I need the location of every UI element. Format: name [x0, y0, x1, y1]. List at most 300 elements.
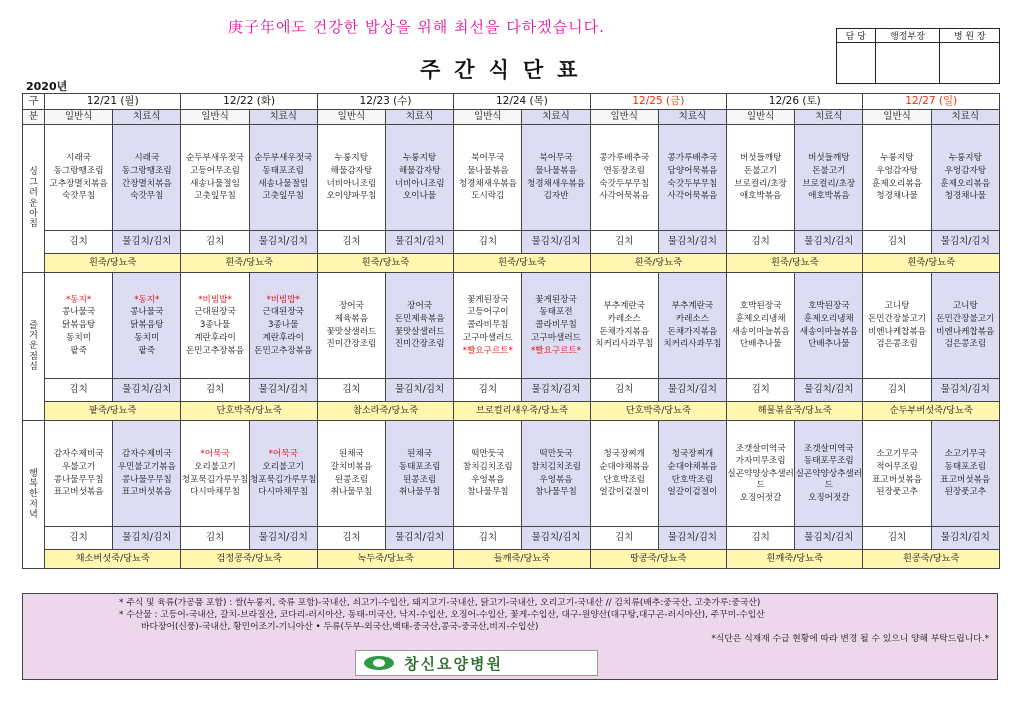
dish-item: 고춧잎무침: [262, 191, 304, 202]
dish-item: 애호박볶음: [739, 191, 782, 202]
dish-item: 된채국: [407, 449, 433, 460]
dish-item: 북어무국: [471, 153, 505, 164]
dish-item: 누룽지탕: [334, 153, 369, 164]
approval-label: 담 당: [837, 29, 876, 43]
diet-type-general: 일반식: [454, 110, 522, 125]
dish-item: 우엉감자탕: [876, 165, 918, 176]
dish-item: 고춧잎무침: [194, 191, 236, 202]
dish-item: *빨요구르트*: [462, 345, 513, 356]
dish-item: 순대야채볶음: [599, 461, 650, 472]
kimchi-general: 김치: [181, 231, 249, 254]
dish-list: [658, 273, 726, 379]
diet-type-general: 일반식: [863, 110, 931, 125]
dish-item: 꽃맛살샐러드: [326, 326, 377, 337]
day-date: 12/23 (수): [317, 94, 453, 110]
dish-item: 단호박조림: [603, 474, 645, 485]
dish-item: 3종나물: [199, 320, 231, 331]
dish-item: 실곤약양상추샐러드: [727, 469, 794, 490]
kimchi-general: 김치: [454, 231, 522, 254]
dish-item: 단호박조림: [671, 474, 714, 485]
meal-label: 싱 그 러 운 아 침: [23, 125, 45, 273]
meal-dishes-row: [23, 273, 1000, 379]
dish-item: *비빔밥*: [198, 294, 232, 305]
dish-item: 훈제오리볶음: [940, 178, 991, 189]
dish-item: 훈제오리냉채: [803, 313, 854, 324]
dish-list: [522, 273, 590, 379]
kimchi-general: 김치: [317, 231, 385, 254]
dish-item: 콩나물국: [61, 307, 96, 318]
porridge-cell: 흰죽/당뇨죽: [181, 254, 317, 273]
dish-list: [386, 421, 454, 527]
year-label: 2020년: [26, 80, 68, 93]
porridge-cell: 검정콩죽/당뇨죽: [181, 550, 317, 569]
dish-item: 콩나물국: [130, 307, 164, 318]
day-date: 12/24 (목): [454, 94, 590, 110]
porridge-cell: 단호박죽/당뇨죽: [181, 402, 317, 421]
dish-item: 북어무국: [539, 153, 573, 164]
porridge-cell: 들깨죽/당뇨죽: [454, 550, 590, 569]
dish-list: [727, 421, 795, 527]
dish-item: 청포묵김가루무침: [250, 474, 317, 485]
dish-item: 감자수제비국: [53, 449, 104, 460]
dish-item: 취나물무침: [330, 487, 373, 498]
approval-box: [836, 28, 1000, 84]
dish-item: 고등어구이: [467, 307, 509, 318]
dish-item: 가자미무조림: [735, 456, 786, 467]
kimchi-general: 김치: [454, 379, 522, 402]
meal-label: 행 복 한 저 녁: [23, 421, 45, 569]
dish-item: 동그랑땡조림: [53, 165, 104, 176]
dish-item: 콜라비무침: [467, 320, 509, 331]
approval-signature-cell: [940, 43, 1000, 84]
dish-item: 된콩조림: [403, 474, 437, 485]
dish-item: *어묵국: [200, 449, 230, 460]
dish-item: 3종나물: [268, 320, 299, 331]
diet-type-general: 일반식: [45, 110, 113, 125]
kimchi-row: [23, 379, 1000, 402]
porridge-row: [23, 254, 1000, 273]
dish-item: 청경채나물: [944, 191, 987, 202]
porridge-cell: 흰죽/당뇨죽: [863, 254, 1000, 273]
porridge-cell: 참소라죽/당뇨죽: [317, 402, 453, 421]
kimchi-therapy: 물김치/김치: [522, 527, 590, 550]
dish-item: 해물감자탕: [398, 165, 441, 176]
dish-list: [454, 125, 522, 231]
dish-item: 꽃게된장국: [535, 294, 577, 305]
dish-item: 계란후라이: [262, 332, 304, 343]
kimchi-therapy: 물김치/김치: [658, 379, 726, 402]
dish-item: 우민불고기볶음: [117, 461, 176, 472]
kimchi-general: 김치: [590, 231, 658, 254]
row-header-label: 분: [23, 110, 45, 125]
dish-list: [658, 421, 726, 527]
dish-item: 된장풋고추: [876, 487, 918, 498]
dish-list: [386, 273, 454, 379]
dish-item: 우엉볶음: [471, 474, 505, 485]
dish-item: 돈민제육볶음: [394, 313, 445, 324]
diet-type-therapy: 치료식: [658, 110, 726, 125]
kimchi-therapy: 물김치/김치: [113, 379, 181, 402]
dish-item: 우엉볶음: [539, 474, 573, 485]
kimchi-general: 김치: [727, 527, 795, 550]
dish-list: [454, 273, 522, 379]
page-title: 주간식단표: [420, 58, 592, 82]
porridge-cell: 해물볶음죽/당뇨죽: [727, 402, 863, 421]
porridge-cell: 흰깨죽/당뇨죽: [727, 550, 863, 569]
dish-item: 새송나물절임: [190, 178, 240, 189]
dish-item: 카레소스: [675, 313, 710, 324]
kimchi-general: 김치: [181, 379, 249, 402]
dish-item: 간장멸치볶음: [121, 178, 172, 189]
dish-item: 얼갈이겉절이: [667, 487, 718, 498]
dish-item: 비엔나케찹볶음: [936, 326, 995, 337]
dish-item: *빨요구르트*: [530, 345, 582, 356]
porridge-row: [23, 402, 1000, 421]
porridge-row: [23, 550, 1000, 569]
hospital-logo-icon: [364, 656, 394, 670]
diet-type-therapy: 치료식: [386, 110, 454, 125]
kimchi-general: 김치: [45, 379, 113, 402]
dish-item: 도시락김: [471, 191, 505, 202]
dish-item: 버섯들깨탕: [808, 153, 850, 164]
dish-item: 김자반: [543, 191, 569, 202]
dish-list: [590, 125, 658, 231]
kimchi-general: 김치: [181, 527, 249, 550]
row-header-label: 구: [23, 94, 45, 110]
dish-item: 취나물무침: [398, 487, 441, 498]
dish-item: 적어무조림: [876, 461, 918, 472]
dish-item: 실곤약양상추샐러드: [795, 469, 863, 490]
dish-item: 꽃맛살샐러드: [394, 326, 445, 337]
dish-list: [249, 273, 317, 379]
dish-item: 우엉감자탕: [944, 165, 987, 176]
dish-item: 돈민고추장볶음: [185, 345, 245, 356]
dish-item: 참나물무침: [535, 487, 577, 498]
dish-item: 참나물무침: [467, 487, 509, 498]
dish-item: 청국장찌개: [603, 449, 645, 460]
porridge-cell: 단호박죽/당뇨죽: [590, 402, 726, 421]
dish-item: 버섯들깨탕: [739, 153, 782, 164]
dish-item: 고등어무조림: [190, 165, 240, 176]
kimchi-therapy: 물김치/김치: [522, 379, 590, 402]
dish-item: 오리불고기: [194, 461, 236, 472]
dish-item: 된콩조림: [334, 474, 369, 485]
porridge-cell: 흰죽/당뇨죽: [317, 254, 453, 273]
dish-item: 다시마채무침: [190, 487, 240, 498]
diet-type-general: 일반식: [590, 110, 658, 125]
dish-item: 동태포전: [539, 307, 573, 318]
origin-note: 바다장어(신풍)-국내산, 황민어조기-기니아산 • 두류(두부-외국산,백태-중국산,콩국-중국산,비지-수입산): [141, 621, 539, 632]
hospital-name: 창신요양병원: [404, 654, 503, 673]
dish-item: 동태포조림: [944, 461, 987, 472]
dish-list: [863, 273, 931, 379]
dish-list: [45, 125, 113, 231]
dish-item: 장어국: [407, 301, 433, 312]
dish-item: 훈제오리냉채: [735, 313, 786, 324]
dish-item: 애호박볶음: [808, 191, 850, 202]
diet-type-general: 일반식: [317, 110, 385, 125]
dish-list: [863, 125, 931, 231]
dish-item: 표고버섯볶음: [53, 487, 104, 498]
porridge-cell: 흰죽/당뇨죽: [45, 254, 181, 273]
motto: 庚子年에도 건강한 밥상을 위해 최선을 다하겠습니다.: [228, 18, 605, 36]
porridge-cell: 땅콩죽/당뇨죽: [590, 550, 726, 569]
dish-item: 호박된장국: [739, 301, 782, 312]
dish-item: 장어국: [338, 301, 364, 312]
dish-list: [454, 421, 522, 527]
dish-item: 떡만둣국: [539, 449, 573, 460]
dish-item: 콩가루배추국: [599, 153, 650, 164]
dish-item: 청경채새우볶음: [526, 178, 586, 189]
approval-signature-cell: [837, 43, 876, 84]
dish-list: [181, 421, 249, 527]
dish-list: [317, 125, 385, 231]
dish-item: 얼갈이겉절이: [599, 487, 650, 498]
dish-item: 돈채가지볶음: [667, 326, 718, 337]
dish-list: [317, 273, 385, 379]
diet-type-general: 일반식: [181, 110, 249, 125]
dish-item: 오이양파무침: [326, 191, 377, 202]
dish-item: 동태포조림: [398, 461, 441, 472]
dish-item: 콜라비무침: [535, 320, 577, 331]
dish-item: 조갯살미역국: [803, 443, 854, 454]
dish-item: 비엔나케찹볶음: [867, 326, 927, 337]
porridge-cell: 흰콩죽/당뇨죽: [863, 550, 1000, 569]
dish-item: 돈민고추장볶음: [254, 345, 313, 356]
dish-item: 진미간장조림: [394, 339, 445, 350]
weekly-menu-table: [22, 93, 1000, 569]
dish-item: 닭볶음탕: [130, 320, 164, 331]
diet-type-therapy: 치료식: [522, 110, 590, 125]
kimchi-general: 김치: [727, 231, 795, 254]
dish-item: 브로컬리/초장: [734, 178, 787, 189]
diet-type-therapy: 치료식: [113, 110, 181, 125]
kimchi-general: 김치: [45, 231, 113, 254]
dish-item: 동그랑땡조림: [121, 165, 172, 176]
dish-item: 근대된장국: [262, 307, 304, 318]
dish-item: 갈치비볶음: [330, 461, 373, 472]
origin-note: * 주식 및 육류(가공품 포함) : 쌀(누룽지, 죽류 포함)-국내산, 쇠고기-수입산, 돼지고기-국내산, 닭고기-국내산, 오리고기-국내산 // 김치류(배추:중국산, 고춧가루:중국산): [119, 598, 761, 608]
diet-type-general: 일반식: [727, 110, 795, 125]
dish-item: 순두부새우젓국: [254, 153, 313, 164]
dish-item: 표고버섯볶음: [940, 474, 991, 485]
dish-item: 사각어묵볶음: [667, 191, 718, 202]
dish-item: 동치미: [134, 332, 160, 343]
kimchi-therapy: 물김치/김치: [795, 231, 863, 254]
kimchi-general: 김치: [454, 527, 522, 550]
dish-item: 참치김치조림: [531, 461, 581, 472]
dish-item: 고구마샐러드: [531, 332, 581, 343]
dish-item: 동치미: [66, 332, 92, 343]
dish-item: 새송이마늘볶음: [731, 326, 790, 337]
porridge-cell: 흰죽/당뇨죽: [727, 254, 863, 273]
dish-item: 참치김치조림: [462, 461, 513, 472]
kimchi-therapy: 물김치/김치: [386, 231, 454, 254]
dish-item: *어묵국: [268, 449, 298, 460]
dish-item: 닭볶음탕: [61, 320, 96, 331]
dish-item: 콩나물무무침: [53, 474, 104, 485]
dish-item: 너비아니조림: [394, 178, 445, 189]
dish-item: 청경채나물: [876, 191, 918, 202]
dish-item: 담양어묵볶음: [667, 165, 718, 176]
dish-list: [45, 421, 113, 527]
diet-type-therapy: 치료식: [931, 110, 999, 125]
dish-list: [795, 273, 863, 379]
dish-list: [931, 421, 999, 527]
dish-item: 호박된장국: [808, 301, 850, 312]
kimchi-general: 김치: [863, 231, 931, 254]
diet-type-therapy: 치료식: [249, 110, 317, 125]
dish-item: 다시마채무침: [258, 487, 309, 498]
dish-item: 동태포무조림: [803, 456, 854, 467]
kimchi-therapy: 물김치/김치: [658, 231, 726, 254]
dish-item: *비빔밥*: [266, 294, 300, 305]
dish-item: 꽃게된장국: [467, 294, 509, 305]
dish-list: [658, 125, 726, 231]
dish-item: 훈제오리볶음: [872, 178, 922, 189]
kimchi-therapy: 물김치/김치: [113, 231, 181, 254]
day-date: 12/26 (토): [727, 94, 863, 110]
dish-item: 동태포조림: [262, 165, 304, 176]
kimchi-general: 김치: [863, 379, 931, 402]
origin-note: * 수산물 : 고등어-국내산, 갈치-브라질산, 코다리-러시아산, 동태-미국산, 낙지-수입산, 오징어-수입산, 꽃게-수입산, 대구-원양산(대구탕,대구곤-러시아산), 주꾸미-수입산: [119, 609, 765, 620]
dish-item: 제육볶음: [334, 313, 369, 324]
kimchi-general: 김치: [863, 527, 931, 550]
dish-list: [249, 421, 317, 527]
dish-list: [795, 125, 863, 231]
dish-item: 고니탕: [952, 301, 978, 312]
meal-label: 즐 거 운 점 심: [23, 273, 45, 421]
meal-dishes-row: [23, 125, 1000, 231]
dish-item: 감자수제비국: [121, 449, 172, 460]
day-header-row: [23, 94, 1000, 110]
dish-list: [795, 421, 863, 527]
dish-item: 순대야채볶음: [667, 461, 718, 472]
dish-item: 물나물볶음: [535, 165, 577, 176]
dish-item: 계란후라이: [194, 332, 236, 343]
dish-item: 청국장찌개: [671, 449, 714, 460]
dish-item: 청포묵김가루무침: [181, 474, 249, 485]
dish-item: 단배추나물: [808, 339, 850, 350]
dish-item: 돈불고기: [744, 165, 778, 176]
dish-item: 돈민간장불고기: [867, 313, 927, 324]
diet-type-therapy: 치료식: [795, 110, 863, 125]
approval-label: 행정부장: [875, 29, 940, 43]
dish-item: 사각어묵볶음: [599, 191, 650, 202]
kimchi-therapy: 물김치/김치: [249, 527, 317, 550]
dish-item: 숙갓두부무침: [599, 178, 650, 189]
kimchi-general: 김치: [317, 527, 385, 550]
dish-item: 부추계란국: [671, 301, 714, 312]
dish-item: 소고기무국: [944, 449, 987, 460]
kimchi-therapy: 물김치/김치: [249, 231, 317, 254]
dish-item: 고니탕: [884, 301, 910, 312]
meal-dishes-row: [23, 421, 1000, 527]
kimchi-row: [23, 231, 1000, 254]
kimchi-general: 김치: [590, 379, 658, 402]
change-notice: *식단은 식재재 수급 현황에 따라 변경 될 수 있으니 양해 부탁드립니다.*: [711, 633, 989, 644]
porridge-cell: 브로컬리새우죽/당뇨죽: [454, 402, 590, 421]
dish-item: 치커리사과무침: [595, 339, 654, 350]
dish-list: [727, 125, 795, 231]
dish-item: 표고버섯볶음: [872, 474, 922, 485]
dish-item: 연동장조림: [603, 165, 645, 176]
dish-item: 새송이마늘볶음: [799, 326, 858, 337]
dish-list: [590, 421, 658, 527]
porridge-cell: 팥죽/당뇨죽: [45, 402, 181, 421]
dish-item: 누룽지탕: [403, 153, 437, 164]
porridge-cell: 녹두죽/당뇨죽: [317, 550, 453, 569]
dish-list: [522, 125, 590, 231]
kimchi-therapy: 물김치/김치: [522, 231, 590, 254]
dish-list: [181, 273, 249, 379]
dish-list: [522, 421, 590, 527]
dish-item: 오이나물: [403, 191, 437, 202]
dish-list: [386, 125, 454, 231]
dish-item: 돈민간장불고기: [936, 313, 995, 324]
dish-item: 너비아니조림: [326, 178, 377, 189]
kimchi-general: 김치: [727, 379, 795, 402]
kimchi-therapy: 물김치/김치: [113, 527, 181, 550]
dish-item: 치커리사과무침: [663, 339, 722, 350]
kimchi-therapy: 물김치/김치: [795, 527, 863, 550]
dish-item: 팥죽: [138, 345, 156, 356]
porridge-cell: 순두부버섯죽/당뇨죽: [863, 402, 1000, 421]
day-date: 12/22 (화): [181, 94, 317, 110]
dish-list: [931, 273, 999, 379]
dish-list: [931, 125, 999, 231]
dish-item: 물나물볶음: [467, 165, 509, 176]
dish-item: 숙갓무침: [130, 191, 164, 202]
kimchi-general: 김치: [45, 527, 113, 550]
dish-item: 돈불고기: [812, 165, 846, 176]
diet-type-row: [23, 110, 1000, 125]
dish-item: 오리불고기: [262, 461, 304, 472]
dish-list: [863, 421, 931, 527]
dish-item: 브로컬리/초장: [802, 178, 856, 189]
kimchi-therapy: 물김치/김치: [931, 231, 999, 254]
hospital-logo: [355, 650, 598, 676]
approval-signature-cell: [875, 43, 940, 84]
dish-item: 검은콩조림: [944, 339, 987, 350]
dish-item: 숙갓무침: [61, 191, 96, 202]
dish-item: 누룽지탕: [948, 153, 982, 164]
dish-item: 콩나물무무침: [121, 474, 172, 485]
dish-list: [727, 273, 795, 379]
dish-item: 부추계란국: [603, 301, 645, 312]
day-date: 12/25 (금): [590, 94, 726, 110]
dish-item: 검은콩조림: [876, 339, 918, 350]
dish-list: [113, 421, 181, 527]
dish-list: [113, 273, 181, 379]
dish-item: 소고기무국: [876, 449, 918, 460]
kimchi-therapy: 물김치/김치: [795, 379, 863, 402]
dish-item: 순두부새우젓국: [185, 153, 245, 164]
kimchi-row: [23, 527, 1000, 550]
day-date: 12/27 (일): [863, 94, 1000, 110]
porridge-cell: 흰죽/당뇨죽: [454, 254, 590, 273]
dish-item: 근대된장국: [194, 307, 236, 318]
day-date: 12/21 (월): [45, 94, 181, 110]
dish-list: [113, 125, 181, 231]
dish-item: 진미간장조림: [326, 339, 377, 350]
dish-item: 시래국: [66, 153, 92, 164]
dish-item: 떡만둣국: [471, 449, 505, 460]
dish-item: 오징어젓갈: [808, 492, 850, 503]
kimchi-general: 김치: [317, 379, 385, 402]
dish-list: [181, 125, 249, 231]
dish-item: *동지*: [66, 294, 92, 305]
